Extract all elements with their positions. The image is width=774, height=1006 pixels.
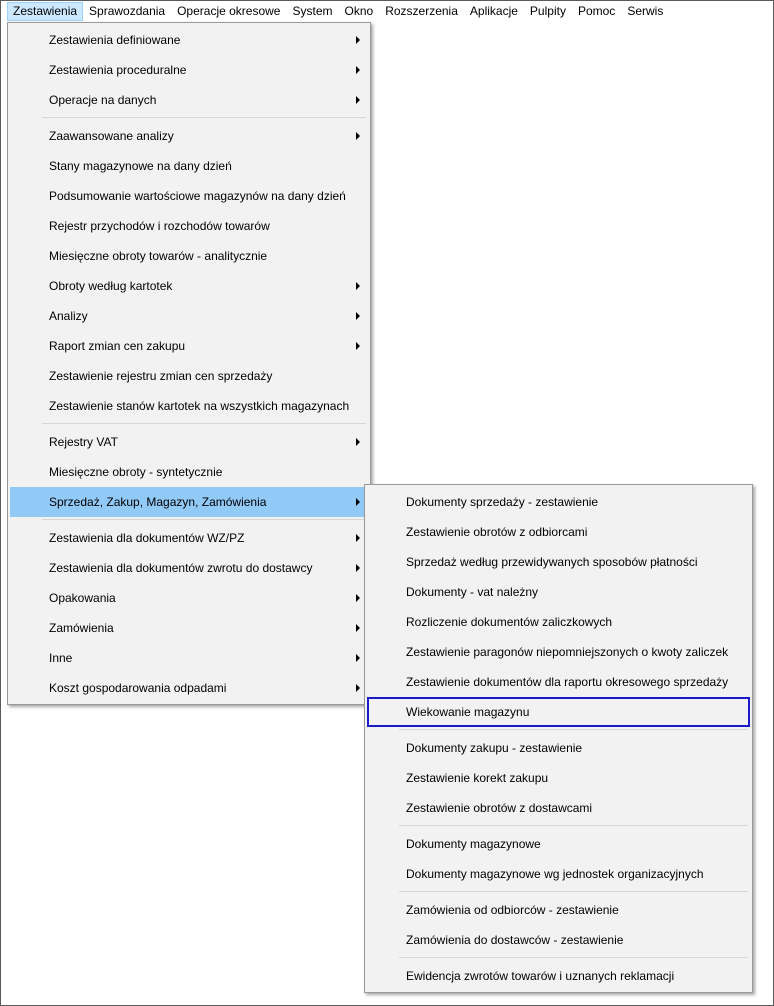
menu-item-label: Zamówienia bbox=[49, 621, 114, 635]
submenu-item-dokumenty-zakupu[interactable] bbox=[367, 733, 750, 763]
menu-item-label: Sprzedaż według przewidywanych sposobów płatności bbox=[406, 555, 698, 569]
submenu-item-zamowienia-od-odbiorcow[interactable] bbox=[367, 895, 750, 925]
submenu-arrow-icon bbox=[356, 624, 360, 632]
menubar-serwis[interactable]: Serwis bbox=[627, 4, 664, 18]
submenu-item-dokumenty-magazynowe-jednostki[interactable] bbox=[367, 859, 750, 889]
menu-item-label: Zestawienie obrotów z dostawcami bbox=[406, 801, 593, 815]
menu-item-zestawienia-wz-pz[interactable] bbox=[10, 523, 368, 553]
menu-item-label: Zestawienie rejestru zmian cen sprzedaży bbox=[49, 369, 273, 383]
submenu-item-obroty-z-odbiorcami[interactable] bbox=[367, 517, 750, 547]
menubar-zestawienia[interactable]: Zestawienia bbox=[7, 2, 83, 21]
submenu-item-ewidencja-zwrotow[interactable] bbox=[367, 961, 750, 991]
menu-item-label: Rozliczenie dokumentów zaliczkowych bbox=[406, 615, 613, 629]
menu-item-label: Zestawienia dla dokumentów zwrotu do dostawcy bbox=[49, 561, 313, 575]
menu-item-label: Ewidencja zwrotów towarów i uznanych reklamacji bbox=[406, 969, 675, 983]
menu-item-label: Zestawienie obrotów z odbiorcami bbox=[406, 525, 588, 539]
menubar-rozszerzenia[interactable]: Rozszerzenia bbox=[385, 4, 458, 18]
menu-item-label: Zestawienie stanów kartotek na wszystkich magazynach bbox=[49, 399, 350, 413]
submenu-item-dokumenty-magazynowe[interactable] bbox=[367, 829, 750, 859]
menu-item-label: Dokumenty zakupu - zestawienie bbox=[406, 741, 583, 755]
menu-item-label: Miesięczne obroty towarów - analitycznie bbox=[49, 249, 268, 263]
submenu-item-vat-nalezny[interactable] bbox=[367, 577, 750, 607]
submenu-arrow-icon bbox=[356, 66, 360, 74]
menu-item-label: Zestawienie korekt zakupu bbox=[406, 771, 549, 785]
submenu-arrow-icon bbox=[356, 594, 360, 602]
menu-item-label: Podsumowanie wartościowe magazynów na dany dzień bbox=[49, 189, 346, 203]
menubar-sprawozdania[interactable]: Sprawozdania bbox=[89, 4, 166, 18]
menu-bar bbox=[1, 1, 773, 22]
menu-item-obroty-wedlug-kartotek[interactable] bbox=[10, 271, 368, 301]
menubar-pulpity[interactable]: Pulpity bbox=[529, 4, 566, 18]
menu-item-zestawienia-definiowane[interactable] bbox=[10, 25, 368, 55]
submenu-arrow-icon bbox=[356, 312, 360, 320]
submenu-arrow-icon bbox=[356, 342, 360, 350]
menu-item-rejestry-vat[interactable] bbox=[10, 427, 368, 457]
menubar-system[interactable]: System bbox=[292, 4, 333, 18]
sprzedaz-submenu bbox=[364, 484, 753, 993]
submenu-item-obroty-z-dostawcami[interactable] bbox=[367, 793, 750, 823]
menu-item-label: Dokumenty sprzedaży - zestawienie bbox=[406, 495, 599, 509]
menu-item-label: Wiekowanie magazynu bbox=[406, 705, 530, 719]
submenu-arrow-icon bbox=[356, 96, 360, 104]
menu-item-stany-magazynowe[interactable] bbox=[10, 151, 368, 181]
menu-item-label: Obroty według kartotek bbox=[49, 279, 173, 293]
menu-item-inne[interactable] bbox=[10, 643, 368, 673]
submenu-arrow-icon bbox=[356, 684, 360, 692]
menu-item-label: Rejestr przychodów i rozchodów towarów bbox=[49, 219, 270, 233]
menu-item-rejestr-przychodow[interactable] bbox=[10, 211, 368, 241]
menu-item-label: Zestawienie dokumentów dla raportu okresowego sprzedaży bbox=[406, 675, 729, 689]
menu-item-label: Zamówienia od odbiorców - zestawienie bbox=[406, 903, 619, 917]
menubar-pomoc[interactable]: Pomoc bbox=[577, 4, 616, 18]
submenu-arrow-icon bbox=[356, 36, 360, 44]
menu-item-label: Inne bbox=[49, 651, 73, 665]
menu-item-label: Zestawienie paragonów niepomniejszonych o kwoty zaliczek bbox=[406, 645, 729, 659]
submenu-arrow-icon bbox=[356, 534, 360, 542]
menu-item-label: Dokumenty - vat należny bbox=[406, 585, 539, 599]
menu-item-raport-zmian-cen-zakupu[interactable] bbox=[10, 331, 368, 361]
submenu-arrow-icon bbox=[356, 282, 360, 290]
submenu-item-dokumenty-sprzedazy[interactable] bbox=[367, 487, 750, 517]
menu-item-zamowienia[interactable] bbox=[10, 613, 368, 643]
menu-item-koszt-gospodarowania-odpadami[interactable] bbox=[10, 673, 368, 703]
menu-item-label: Analizy bbox=[49, 309, 88, 323]
submenu-item-sprzedaz-sposoby-platnosci[interactable] bbox=[367, 547, 750, 577]
menu-item-label: Miesięczne obroty - syntetycznie bbox=[49, 465, 223, 479]
menu-item-label: Dokumenty magazynowe bbox=[406, 837, 541, 851]
submenu-arrow-icon bbox=[356, 498, 360, 506]
menubar-okno[interactable]: Okno bbox=[344, 4, 374, 18]
menu-item-label: Opakowania bbox=[49, 591, 116, 605]
submenu-item-korekty-zakupu[interactable] bbox=[367, 763, 750, 793]
menu-item-label: Sprzedaż, Zakup, Magazyn, Zamówienia bbox=[49, 495, 267, 509]
menu-item-label: Rejestry VAT bbox=[49, 435, 118, 449]
menu-item-zestawienia-zwrotu-do-dostawcy[interactable] bbox=[10, 553, 368, 583]
submenu-arrow-icon bbox=[356, 564, 360, 572]
menu-item-opakowania[interactable] bbox=[10, 583, 368, 613]
zestawienia-dropdown-menu bbox=[7, 22, 371, 705]
menu-item-zestawienia-proceduralne[interactable] bbox=[10, 55, 368, 85]
menu-item-miesieczne-obroty-syntetycznie[interactable] bbox=[10, 457, 368, 487]
menu-item-label: Raport zmian cen zakupu bbox=[49, 339, 186, 353]
menu-item-label: Zestawienia dla dokumentów WZ/PZ bbox=[49, 531, 245, 545]
submenu-arrow-icon bbox=[356, 438, 360, 446]
menu-item-podsumowanie-wartosciowe[interactable] bbox=[10, 181, 368, 211]
menu-item-analizy[interactable] bbox=[10, 301, 368, 331]
submenu-item-raport-okresowy-sprzedazy[interactable] bbox=[367, 667, 750, 697]
menu-item-stany-kartotek-wszystkie-magazyny[interactable] bbox=[10, 391, 368, 421]
menu-item-label: Zestawienia proceduralne bbox=[49, 63, 187, 77]
submenu-item-wiekowanie-magazynu[interactable] bbox=[367, 697, 750, 727]
menu-item-rejestr-zmian-cen-sprzedazy[interactable] bbox=[10, 361, 368, 391]
submenu-arrow-icon bbox=[356, 132, 360, 140]
menu-item-label: Zaawansowane analizy bbox=[49, 129, 174, 143]
menu-item-label: Zamówienia do dostawców - zestawienie bbox=[406, 933, 624, 947]
menu-item-label: Stany magazynowe na dany dzień bbox=[49, 159, 232, 173]
menubar-operacje-okresowe[interactable]: Operacje okresowe bbox=[177, 4, 281, 18]
menu-item-label: Dokumenty magazynowe wg jednostek organizacyjnych bbox=[406, 867, 704, 881]
menu-item-label: Zestawienia definiowane bbox=[49, 33, 181, 47]
submenu-item-zamowienia-do-dostawcow[interactable] bbox=[367, 925, 750, 955]
submenu-item-rozliczenie-zaliczkowych[interactable] bbox=[367, 607, 750, 637]
menu-item-label: Operacje na danych bbox=[49, 93, 157, 107]
submenu-arrow-icon bbox=[356, 654, 360, 662]
menubar-aplikacje[interactable]: Aplikacje bbox=[469, 4, 518, 18]
menu-item-operacje-na-danych[interactable] bbox=[10, 85, 368, 115]
menu-item-zaawansowane-analizy[interactable] bbox=[10, 121, 368, 151]
menu-item-label: Koszt gospodarowania odpadami bbox=[49, 681, 227, 695]
menu-item-sprzedaz-zakup-magazyn-zamowienia[interactable] bbox=[10, 487, 368, 517]
submenu-item-paragony-niepomniejszone[interactable] bbox=[367, 637, 750, 667]
menu-item-miesieczne-obroty-analitycznie[interactable] bbox=[10, 241, 368, 271]
